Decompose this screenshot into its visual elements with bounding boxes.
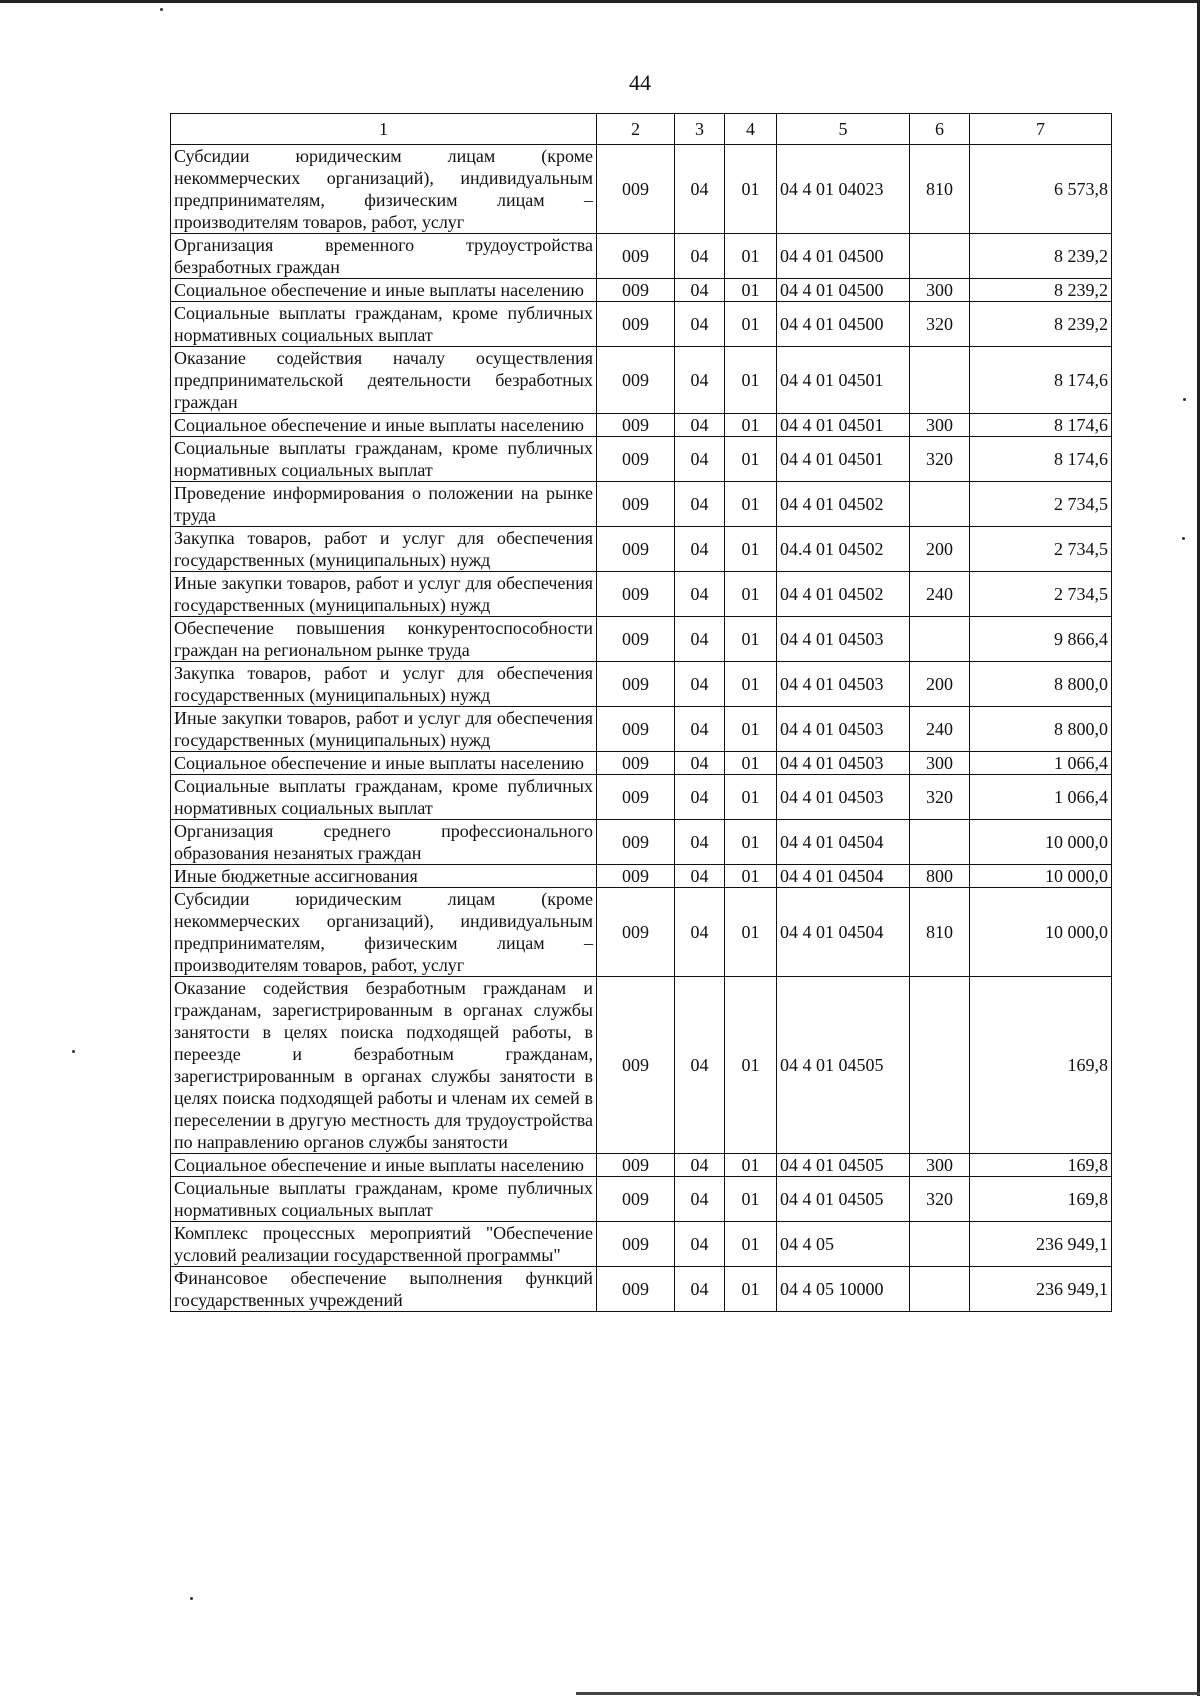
row-name-cell: Социальное обеспечение и иные выплаты населению bbox=[171, 279, 597, 302]
subsection-code-cell: 01 bbox=[725, 482, 777, 527]
section-code-cell: 04 bbox=[675, 347, 725, 414]
amount-cell: 169,8 bbox=[970, 977, 1112, 1154]
ministry-code-cell: 009 bbox=[597, 572, 675, 617]
expense-type-cell: 320 bbox=[910, 302, 970, 347]
target-article-cell: 04 4 01 04503 bbox=[777, 617, 910, 662]
target-article-cell: 04 4 01 04501 bbox=[777, 414, 910, 437]
target-article-cell: 04 4 05 bbox=[777, 1222, 910, 1267]
budget-table bbox=[170, 113, 1112, 1312]
amount-cell: 169,8 bbox=[970, 1154, 1112, 1177]
row-name-cell: Социальное обеспечение и иные выплаты населению bbox=[171, 1154, 597, 1177]
target-article-cell: 04 4 01 04503 bbox=[777, 752, 910, 775]
amount-cell: 2 734,5 bbox=[970, 572, 1112, 617]
table-row bbox=[171, 662, 1112, 707]
subsection-code-cell: 01 bbox=[725, 707, 777, 752]
amount-cell: 1 066,4 bbox=[970, 752, 1112, 775]
row-name-cell: Организация среднего профессионального образования незанятых граждан bbox=[171, 820, 597, 865]
ministry-code-cell: 009 bbox=[597, 775, 675, 820]
table-row bbox=[171, 820, 1112, 865]
target-article-cell: 04 4 01 04504 bbox=[777, 820, 910, 865]
section-code-cell: 04 bbox=[675, 1177, 725, 1222]
amount-cell: 9 866,4 bbox=[970, 617, 1112, 662]
header-row bbox=[171, 114, 1112, 145]
section-code-cell: 04 bbox=[675, 707, 725, 752]
target-article-cell: 04 4 01 04500 bbox=[777, 279, 910, 302]
target-article-cell: 04 4 05 10000 bbox=[777, 1267, 910, 1312]
subsection-code-cell: 01 bbox=[725, 234, 777, 279]
expense-type-cell: 320 bbox=[910, 775, 970, 820]
ministry-code-cell: 009 bbox=[597, 414, 675, 437]
section-code-cell: 04 bbox=[675, 1154, 725, 1177]
expense-type-cell: 240 bbox=[910, 707, 970, 752]
row-name-cell: Обеспечение повышения конкурентоспособности граждан на региональном рынке труда bbox=[171, 617, 597, 662]
section-code-cell: 04 bbox=[675, 865, 725, 888]
ministry-code-cell: 009 bbox=[597, 1222, 675, 1267]
row-name-cell: Иные бюджетные ассигнования bbox=[171, 865, 597, 888]
expense-type-cell: 810 bbox=[910, 888, 970, 977]
section-code-cell: 04 bbox=[675, 437, 725, 482]
subsection-code-cell: 01 bbox=[725, 1177, 777, 1222]
row-name-cell: Иные закупки товаров, работ и услуг для обеспечения государственных (муниципальных) нужд bbox=[171, 572, 597, 617]
target-article-cell: 04 4 01 04505 bbox=[777, 1154, 910, 1177]
table-row bbox=[171, 302, 1112, 347]
subsection-code-cell: 01 bbox=[725, 977, 777, 1154]
row-name-cell: Закупка товаров, работ и услуг для обеспечения государственных (муниципальных) нужд bbox=[171, 662, 597, 707]
section-code-cell: 04 bbox=[675, 1267, 725, 1312]
expense-type-cell: 320 bbox=[910, 437, 970, 482]
ministry-code-cell: 009 bbox=[597, 482, 675, 527]
expense-type-cell: 200 bbox=[910, 527, 970, 572]
row-name-cell: Социальные выплаты гражданам, кроме публичных нормативных социальных выплат bbox=[171, 302, 597, 347]
subsection-code-cell: 01 bbox=[725, 1267, 777, 1312]
expense-type-cell: 300 bbox=[910, 414, 970, 437]
amount-cell: 8 174,6 bbox=[970, 437, 1112, 482]
ministry-code-cell: 009 bbox=[597, 707, 675, 752]
row-name-cell: Социальные выплаты гражданам, кроме публичных нормативных социальных выплат bbox=[171, 437, 597, 482]
table-row bbox=[171, 145, 1112, 234]
expense-type-cell bbox=[910, 820, 970, 865]
section-code-cell: 04 bbox=[675, 662, 725, 707]
section-code-cell: 04 bbox=[675, 145, 725, 234]
table-row bbox=[171, 775, 1112, 820]
section-code-cell: 04 bbox=[675, 279, 725, 302]
section-code-cell: 04 bbox=[675, 527, 725, 572]
row-name-cell: Проведение информирования о положении на рынке труда bbox=[171, 482, 597, 527]
expense-type-cell: 320 bbox=[910, 1177, 970, 1222]
target-article-cell: 04 4 01 04505 bbox=[777, 1177, 910, 1222]
column-header: 7 bbox=[970, 114, 1112, 145]
table-row bbox=[171, 1154, 1112, 1177]
target-article-cell: 04 4 01 04023 bbox=[777, 145, 910, 234]
column-header: 6 bbox=[910, 114, 970, 145]
target-article-cell: 04 4 01 04502 bbox=[777, 572, 910, 617]
row-name-cell: Субсидии юридическим лицам (кроме некоммерческих организаций), индивидуальным предпринимателям, физическим лицам – производителям товаров, работ, услуг bbox=[171, 888, 597, 977]
expense-type-cell: 300 bbox=[910, 1154, 970, 1177]
ministry-code-cell: 009 bbox=[597, 617, 675, 662]
section-code-cell: 04 bbox=[675, 572, 725, 617]
table-row bbox=[171, 617, 1112, 662]
table-row bbox=[171, 888, 1112, 977]
expense-type-cell bbox=[910, 1267, 970, 1312]
table-row bbox=[171, 865, 1112, 888]
table-row bbox=[171, 437, 1112, 482]
amount-cell: 10 000,0 bbox=[970, 888, 1112, 977]
column-header: 2 bbox=[597, 114, 675, 145]
scan-speck bbox=[72, 1050, 75, 1053]
subsection-code-cell: 01 bbox=[725, 775, 777, 820]
table-row bbox=[171, 482, 1112, 527]
expense-type-cell bbox=[910, 977, 970, 1154]
row-name-cell: Иные закупки товаров, работ и услуг для обеспечения государственных (муниципальных) нужд bbox=[171, 707, 597, 752]
section-code-cell: 04 bbox=[675, 482, 725, 527]
row-name-cell: Закупка товаров, работ и услуг для обеспечения государственных (муниципальных) нужд bbox=[171, 527, 597, 572]
row-name-cell: Комплекс процессных мероприятий "Обеспечение условий реализации государственной программы" bbox=[171, 1222, 597, 1267]
ministry-code-cell: 009 bbox=[597, 347, 675, 414]
amount-cell: 236 949,1 bbox=[970, 1267, 1112, 1312]
target-article-cell: 04 4 01 04502 bbox=[777, 482, 910, 527]
section-code-cell: 04 bbox=[675, 302, 725, 347]
expense-type-cell: 300 bbox=[910, 279, 970, 302]
target-article-cell: 04 4 01 04503 bbox=[777, 775, 910, 820]
ministry-code-cell: 009 bbox=[597, 977, 675, 1154]
amount-cell: 8 239,2 bbox=[970, 279, 1112, 302]
target-article-cell: 04 4 01 04503 bbox=[777, 707, 910, 752]
expense-type-cell bbox=[910, 1222, 970, 1267]
column-header: 5 bbox=[777, 114, 910, 145]
subsection-code-cell: 01 bbox=[725, 302, 777, 347]
row-name-cell: Субсидии юридическим лицам (кроме некоммерческих организаций), индивидуальным предпринимателям, физическим лицам – производителям товаров, работ, услуг bbox=[171, 145, 597, 234]
amount-cell: 2 734,5 bbox=[970, 527, 1112, 572]
amount-cell: 10 000,0 bbox=[970, 865, 1112, 888]
ministry-code-cell: 009 bbox=[597, 145, 675, 234]
target-article-cell: 04 4 01 04504 bbox=[777, 865, 910, 888]
subsection-code-cell: 01 bbox=[725, 279, 777, 302]
subsection-code-cell: 01 bbox=[725, 1222, 777, 1267]
section-code-cell: 04 bbox=[675, 820, 725, 865]
target-article-cell: 04 4 01 04504 bbox=[777, 888, 910, 977]
ministry-code-cell: 009 bbox=[597, 662, 675, 707]
table-row bbox=[171, 347, 1112, 414]
amount-cell: 8 800,0 bbox=[970, 662, 1112, 707]
section-code-cell: 04 bbox=[675, 414, 725, 437]
scan-speck bbox=[1183, 398, 1186, 401]
ministry-code-cell: 009 bbox=[597, 865, 675, 888]
expense-type-cell bbox=[910, 617, 970, 662]
ministry-code-cell: 009 bbox=[597, 437, 675, 482]
column-header: 3 bbox=[675, 114, 725, 145]
table-row bbox=[171, 752, 1112, 775]
ministry-code-cell: 009 bbox=[597, 752, 675, 775]
amount-cell: 2 734,5 bbox=[970, 482, 1112, 527]
row-name-cell: Финансовое обеспечение выполнения функций государственных учреждений bbox=[171, 1267, 597, 1312]
target-article-cell: 04 4 01 04501 bbox=[777, 347, 910, 414]
section-code-cell: 04 bbox=[675, 1222, 725, 1267]
subsection-code-cell: 01 bbox=[725, 820, 777, 865]
row-name-cell: Оказание содействия безработным гражданам и гражданам, зарегистрированным в органах службы занятости в целях поиска подходящей работы, в переезде и безработным гражданам, зарегистрированным в органах службы занятости в целях поиска подходящей работы и членам их семей в переселении в другую местность для трудоустройства по направлению органов службы занятости bbox=[171, 977, 597, 1154]
amount-cell: 236 949,1 bbox=[970, 1222, 1112, 1267]
ministry-code-cell: 009 bbox=[597, 234, 675, 279]
amount-cell: 1 066,4 bbox=[970, 775, 1112, 820]
expense-type-cell bbox=[910, 482, 970, 527]
target-article-cell: 04 4 01 04505 bbox=[777, 977, 910, 1154]
section-code-cell: 04 bbox=[675, 888, 725, 977]
subsection-code-cell: 01 bbox=[725, 414, 777, 437]
subsection-code-cell: 01 bbox=[725, 572, 777, 617]
table-row bbox=[171, 414, 1112, 437]
amount-cell: 8 174,6 bbox=[970, 347, 1112, 414]
subsection-code-cell: 01 bbox=[725, 527, 777, 572]
expense-type-cell: 810 bbox=[910, 145, 970, 234]
target-article-cell: 04 4 01 04503 bbox=[777, 662, 910, 707]
subsection-code-cell: 01 bbox=[725, 752, 777, 775]
ministry-code-cell: 009 bbox=[597, 1154, 675, 1177]
page-border-bottom bbox=[576, 1692, 1200, 1695]
subsection-code-cell: 01 bbox=[725, 617, 777, 662]
row-name-cell: Социальные выплаты гражданам, кроме публичных нормативных социальных выплат bbox=[171, 775, 597, 820]
section-code-cell: 04 bbox=[675, 234, 725, 279]
page-number: 44 bbox=[629, 70, 651, 95]
subsection-code-cell: 01 bbox=[725, 662, 777, 707]
ministry-code-cell: 009 bbox=[597, 302, 675, 347]
column-header: 4 bbox=[725, 114, 777, 145]
expense-type-cell: 300 bbox=[910, 752, 970, 775]
expense-type-cell: 800 bbox=[910, 865, 970, 888]
amount-cell: 10 000,0 bbox=[970, 820, 1112, 865]
subsection-code-cell: 01 bbox=[725, 347, 777, 414]
row-name-cell: Организация временного трудоустройства безработных граждан bbox=[171, 234, 597, 279]
expense-type-cell: 200 bbox=[910, 662, 970, 707]
ministry-code-cell: 009 bbox=[597, 527, 675, 572]
subsection-code-cell: 01 bbox=[725, 888, 777, 977]
scan-speck bbox=[160, 8, 163, 11]
target-article-cell: 04 4 01 04500 bbox=[777, 302, 910, 347]
row-name-cell: Социальные выплаты гражданам, кроме публичных нормативных социальных выплат bbox=[171, 1177, 597, 1222]
ministry-code-cell: 009 bbox=[597, 1177, 675, 1222]
page-border-top bbox=[0, 0, 1200, 3]
column-header: 1 bbox=[171, 114, 597, 145]
table-row bbox=[171, 1222, 1112, 1267]
ministry-code-cell: 009 bbox=[597, 820, 675, 865]
subsection-code-cell: 01 bbox=[725, 1154, 777, 1177]
ministry-code-cell: 009 bbox=[597, 888, 675, 977]
amount-cell: 169,8 bbox=[970, 1177, 1112, 1222]
table-row bbox=[171, 234, 1112, 279]
table-row bbox=[171, 977, 1112, 1154]
section-code-cell: 04 bbox=[675, 775, 725, 820]
table-row bbox=[171, 707, 1112, 752]
section-code-cell: 04 bbox=[675, 752, 725, 775]
scan-speck bbox=[190, 1597, 193, 1600]
row-name-cell: Социальное обеспечение и иные выплаты населению bbox=[171, 752, 597, 775]
scan-speck bbox=[1182, 537, 1185, 540]
expense-type-cell bbox=[910, 234, 970, 279]
expense-type-cell bbox=[910, 347, 970, 414]
table-row bbox=[171, 572, 1112, 617]
ministry-code-cell: 009 bbox=[597, 279, 675, 302]
row-name-cell: Социальное обеспечение и иные выплаты населению bbox=[171, 414, 597, 437]
amount-cell: 6 573,8 bbox=[970, 145, 1112, 234]
amount-cell: 8 239,2 bbox=[970, 302, 1112, 347]
ministry-code-cell: 009 bbox=[597, 1267, 675, 1312]
section-code-cell: 04 bbox=[675, 617, 725, 662]
expense-type-cell: 240 bbox=[910, 572, 970, 617]
subsection-code-cell: 01 bbox=[725, 437, 777, 482]
amount-cell: 8 800,0 bbox=[970, 707, 1112, 752]
table-row bbox=[171, 1267, 1112, 1312]
amount-cell: 8 239,2 bbox=[970, 234, 1112, 279]
row-name-cell: Оказание содействия началу осуществления предпринимательской деятельности безработных граждан bbox=[171, 347, 597, 414]
section-code-cell: 04 bbox=[675, 977, 725, 1154]
target-article-cell: 04 4 01 04500 bbox=[777, 234, 910, 279]
subsection-code-cell: 01 bbox=[725, 145, 777, 234]
amount-cell: 8 174,6 bbox=[970, 414, 1112, 437]
target-article-cell: 04.4 01 04502 bbox=[777, 527, 910, 572]
target-article-cell: 04 4 01 04501 bbox=[777, 437, 910, 482]
subsection-code-cell: 01 bbox=[725, 865, 777, 888]
table-row bbox=[171, 1177, 1112, 1222]
table-row bbox=[171, 279, 1112, 302]
table-row bbox=[171, 527, 1112, 572]
